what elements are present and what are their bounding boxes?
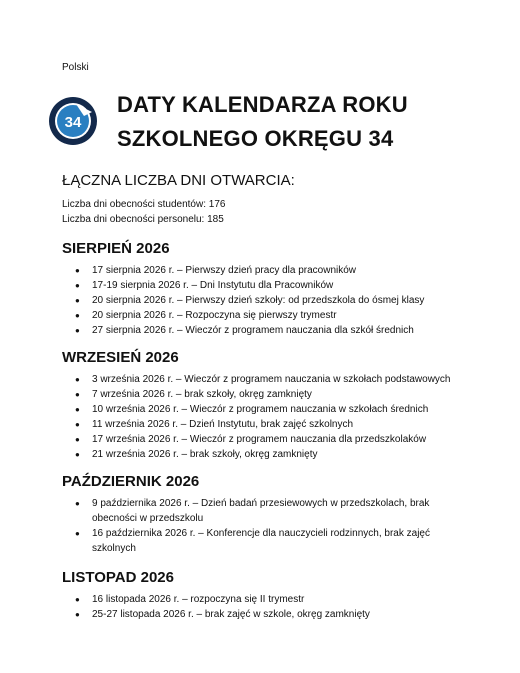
event-list — [62, 592, 472, 622]
list-item: ● 17 sierpnia 2026 r. – Pierwszy dzień pracy dla pracowników — [62, 263, 472, 278]
event-list — [62, 496, 472, 556]
section-october — [62, 472, 472, 556]
section-heading: WRZESIEŃ 2026 — [62, 349, 179, 366]
total-days-heading: ŁĄCZNA LICZBA DNI OTWARCIA: — [62, 172, 295, 189]
list-item: ● 16 listopada 2026 r. – rozpoczyna się II trymestr — [62, 592, 472, 607]
list-item: ● 21 września 2026 r. – brak szkoły, okręg zamknięty — [62, 447, 472, 462]
list-item: ● 20 sierpnia 2026 r. – Rozpoczyna się pierwszy trymestr — [62, 308, 472, 323]
title-line-1: DATY KALENDARZA ROKU — [117, 92, 408, 117]
student-days-count: Liczba dni obecności studentów: 176 — [62, 199, 226, 210]
list-item: ● 7 września 2026 r. – brak szkoły, okręg zamknięty — [62, 387, 472, 402]
logo-number: 34 — [64, 114, 82, 131]
event-list — [62, 263, 472, 338]
language-label: Polski — [62, 62, 89, 73]
section-heading: PAŹDZIERNIK 2026 — [62, 473, 200, 490]
list-item: ● 27 sierpnia 2026 r. – Wieczór z programem nauczania dla szkół średnich — [62, 323, 472, 338]
list-item: ● 3 września 2026 r. – Wieczór z programem nauczania w szkołach podstawowych — [62, 372, 472, 387]
section-september — [62, 348, 472, 462]
list-item: ● 20 sierpnia 2026 r. – Pierwszy dzień szkoły: od przedszkola do ósmej klasy — [62, 293, 472, 308]
attendance-counts — [62, 197, 225, 227]
section-heading: LISTOPAD 2026 — [62, 569, 174, 586]
list-item: ● 11 września 2026 r. – Dzień Instytutu, brak zajęć szkolnych — [62, 417, 472, 432]
event-list — [62, 372, 472, 462]
list-item: ● 25-27 listopada 2026 r. – brak zajęć w szkole, okręg zamknięty — [62, 607, 472, 622]
section-august — [62, 239, 472, 338]
section-heading: SIERPIEŃ 2026 — [62, 240, 170, 257]
staff-days-count: Liczba dni obecności personelu: 185 — [62, 214, 224, 225]
district-logo-icon — [48, 96, 98, 146]
list-item: ● 17-19 sierpnia 2026 r. – Dni Instytutu dla Pracowników — [62, 278, 472, 293]
list-item: ● 10 września 2026 r. – Wieczór z programem nauczania w szkołach średnich — [62, 402, 472, 417]
title-line-2: SZKOLNEGO OKRĘGU 34 — [117, 126, 394, 151]
section-november — [62, 568, 472, 622]
list-item: ● 9 października 2026 r. – Dzień badań przesiewowych w przedszkolach, brak obecności w przedszkolu — [62, 496, 472, 526]
list-item: ● 17 września 2026 r. – Wieczór z programem nauczania dla przedszkolaków — [62, 432, 472, 447]
document-header — [62, 88, 482, 158]
page-title — [117, 88, 408, 156]
list-item: ● 16 października 2026 r. – Konferencje dla nauczycieli rodzinnych, brak zajęć szkolnych — [62, 526, 472, 556]
